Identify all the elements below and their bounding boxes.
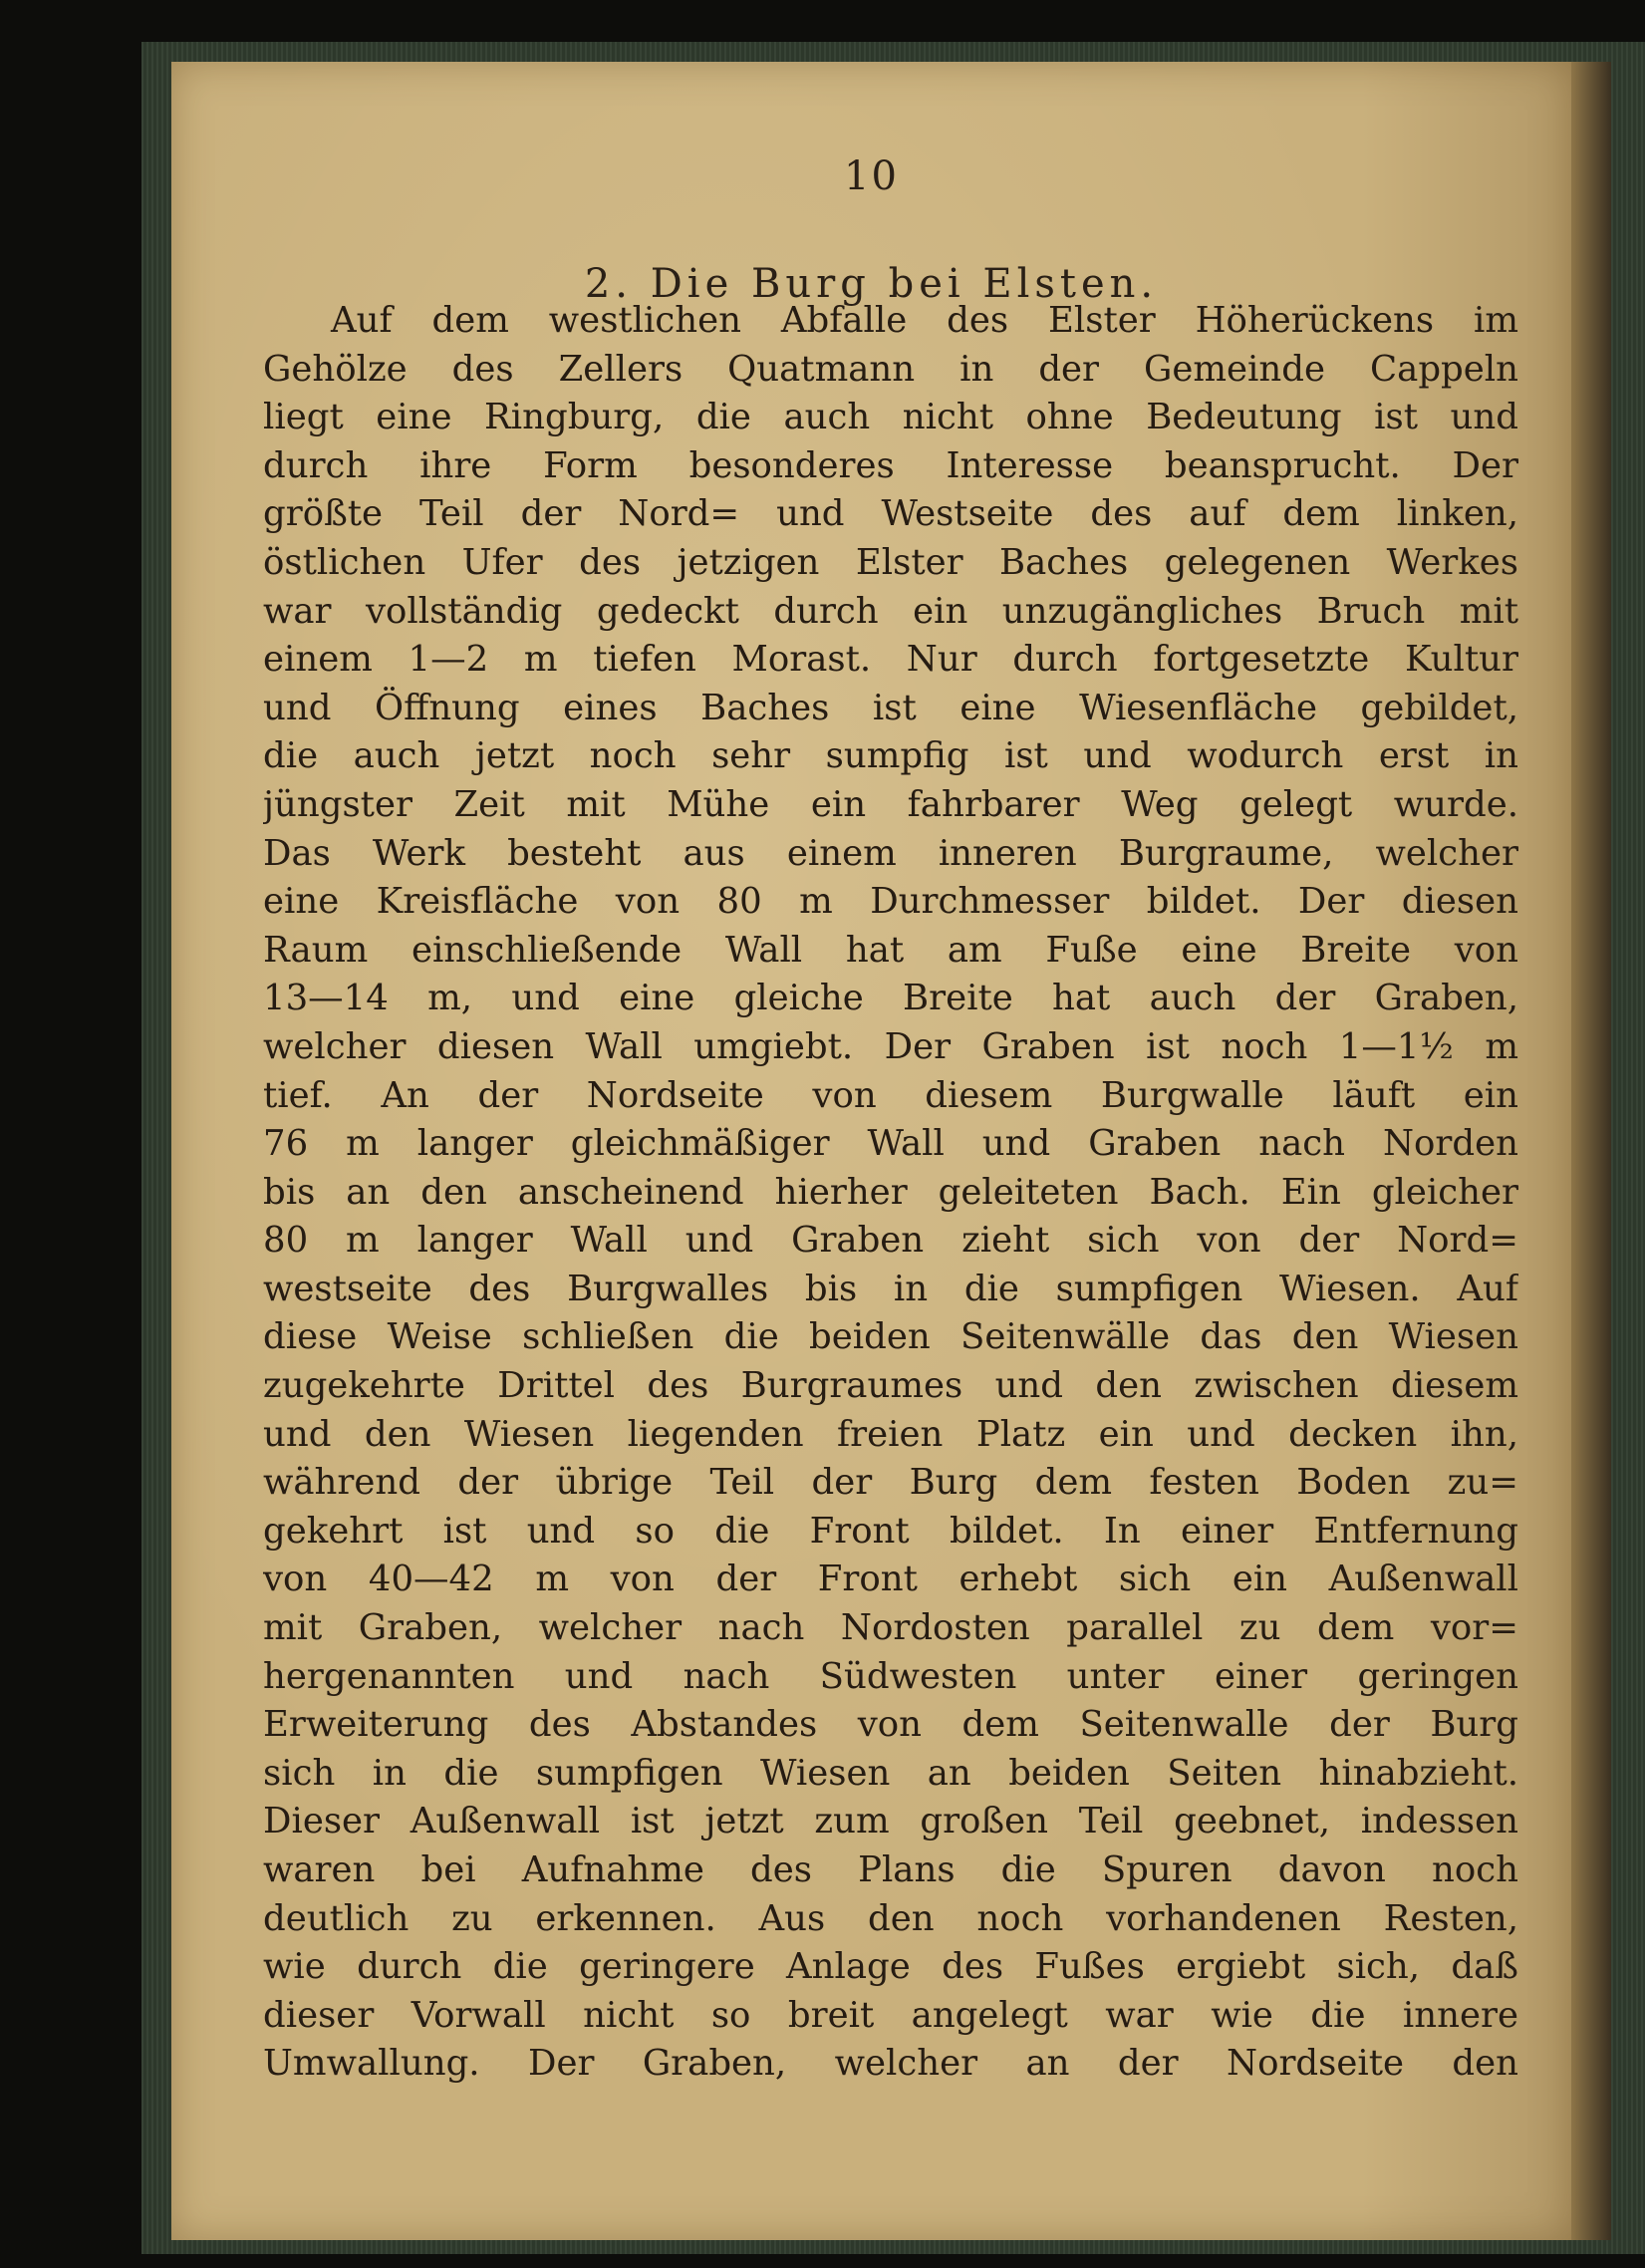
text-line: mit Graben, welcher nach Nordosten parallel zu dem vor= [263,1607,1518,1649]
text-line: diese Weise schließen die beiden Seitenwälle das den Wiesen [263,1316,1518,1358]
text-line: die auch jetzt noch sehr sumpfig ist und wodurch erst in [263,735,1518,777]
text-line: Umwallung. Der Graben, welcher an der Nordseite den [263,2043,1518,2085]
text-line: und Öffnung eines Baches ist eine Wiesenfläche gebildet, [263,687,1518,728]
text-line: durch ihre Form besonderes Interesse beansprucht. Der [263,444,1518,486]
text-line: Dieser Außenwall ist jetzt zum großen Teil geebnet, indessen [263,1801,1518,1843]
body-text [263,297,1518,2089]
text-line: deutlich zu erkennen. Aus den noch vorhandenen Resten, [263,1897,1518,1939]
text-line: Erweiterung des Abstandes von dem Seitenwalle der Burg [263,1704,1518,1746]
text-line: größte Teil der Nord= und Westseite des auf dem linken, [263,493,1518,535]
text-line: tief. An der Nordseite von diesem Burgwalle läuft ein [263,1074,1518,1116]
text-line: 80 m langer Wall und Graben zieht sich von der Nord= [263,1220,1518,1262]
text-line: Gehölze des Zellers Quatmann in der Gemeinde Cappeln [263,348,1518,390]
text-line: Auf dem westlichen Abfalle des Elster Höherückens im [331,300,1518,341]
text-line: welcher diesen Wall umgiebt. Der Graben ist noch 1—1½ m [263,1025,1518,1067]
page-number: 10 [844,153,899,199]
text-line: hergenannten und nach Südwesten unter einer geringen [263,1655,1518,1697]
text-line: östlichen Ufer des jetzigen Elster Baches gelegenen Werkes [263,541,1518,583]
text-line: und den Wiesen liegenden freien Platz ein und decken ihn, [263,1413,1518,1455]
book-gutter [1571,62,1611,2240]
text-line: während der übrige Teil der Burg dem festen Boden zu= [263,1462,1518,1504]
section-title: 2. Die Burg bei Elsten. [584,261,1159,307]
text-line: einem 1—2 m tiefen Morast. Nur durch fortgesetzte Kultur [263,639,1518,681]
text-line: dieser Vorwall nicht so breit angelegt war wie die innere [263,1994,1518,2036]
text-line: von 40—42 m von der Front erhebt sich ein Außenwall [263,1559,1518,1600]
text-line: 76 m langer gleichmäßiger Wall und Graben nach Norden [263,1123,1518,1165]
text-line: gekehrt ist und so die Front bildet. In einer Entfernung [263,1510,1518,1552]
text-line: jüngster Zeit mit Mühe ein fahrbarer Weg gelegt wurde. [263,783,1518,825]
text-line: bis an den anscheinend hierher geleiteten Bach. Ein gleicher [263,1171,1518,1213]
text-line: zugekehrte Drittel des Burgraumes und den zwischen diesem [263,1365,1518,1407]
text-line: Das Werk besteht aus einem inneren Burgraume, welcher [263,832,1518,874]
text-line: wie durch die geringere Anlage des Fußes ergiebt sich, daß [263,1946,1518,1988]
text-line: Raum einschließende Wall hat am Fuße eine Breite von [263,929,1518,971]
text-line: eine Kreisfläche von 80 m Durchmesser bildet. Der diesen [263,881,1518,923]
text-line: waren bei Aufnahme des Plans die Spuren davon noch [263,1849,1518,1890]
text-line: sich in die sumpfigen Wiesen an beiden Seiten hinabzieht. [263,1752,1518,1794]
text-line: westseite des Burgwalles bis in die sumpfigen Wiesen. Auf [263,1268,1518,1309]
text-line: 13—14 m, und eine gleiche Breite hat auch der Graben, [263,978,1518,1019]
text-line: war vollständig gedeckt durch ein unzugängliches Bruch mit [263,590,1518,632]
text-line: liegt eine Ringburg, die auch nicht ohne Bedeutung ist und [263,397,1518,438]
